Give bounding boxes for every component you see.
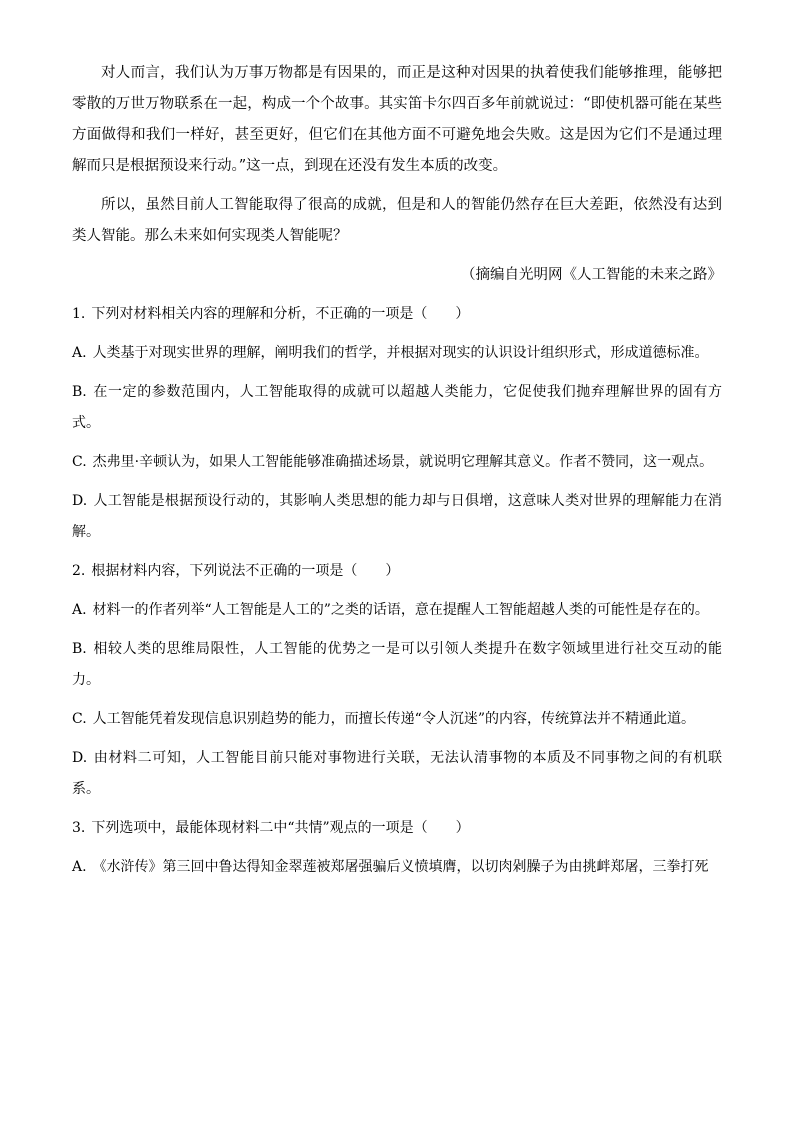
option-c xyxy=(72,704,722,735)
option-text: 杰弗里·辛顿认为，如果人工智能能够准确描述场景，就说明它理解其意义。作者不赞同，这一观点。 xyxy=(92,454,714,470)
option-a xyxy=(72,338,722,369)
option-d xyxy=(72,486,722,548)
option-letter: A. xyxy=(72,345,87,361)
option-b xyxy=(72,377,722,439)
question-stem xyxy=(72,556,722,587)
question-1 xyxy=(72,299,722,548)
question-number: 2. xyxy=(72,563,86,579)
question-text: 下列选项中，最能体现材料二中“共情”观点的一项是（ ） xyxy=(91,820,470,836)
option-a xyxy=(72,595,722,626)
option-letter: A. xyxy=(72,602,87,618)
question-number: 3. xyxy=(72,820,86,836)
passage xyxy=(72,58,722,291)
passage-source: （摘编自光明网《人工智能的未来之路》 xyxy=(461,267,722,283)
question-3 xyxy=(72,813,722,883)
option-letter: D. xyxy=(72,493,88,509)
option-a xyxy=(72,852,722,883)
option-letter: D. xyxy=(72,750,88,766)
question-number: 1. xyxy=(72,306,86,322)
option-letter: C. xyxy=(72,454,87,470)
question-text: 根据材料内容，下列说法不正确的一项是（ ） xyxy=(91,563,400,579)
option-c xyxy=(72,447,722,478)
option-text: 相较人类的思维局限性，人工智能的优势之一是可以引领人类提升在数字领域里进行社交互动的能力。 xyxy=(72,641,722,688)
option-letter: C. xyxy=(72,711,87,727)
option-letter: B. xyxy=(72,641,87,657)
document-page xyxy=(72,58,722,883)
option-text: 人工智能凭着发现信息识别趋势的能力，而擅长传递“令人沉迷”的内容，传统算法并不精通此道。 xyxy=(92,711,695,727)
option-text: 在一定的参数范围内，人工智能取得的成就可以超越人类能力，它促使我们抛弃理解世界的固有方式。 xyxy=(72,384,722,431)
option-b xyxy=(72,634,722,696)
option-letter: B. xyxy=(72,384,87,400)
passage-paragraph-2: 所以，虽然目前人工智能取得了很高的成就，但是和人的智能仍然存在巨大差距，依然没有达到类人智能。那么未来如何实现类人智能呢？ xyxy=(72,197,722,244)
passage-paragraph-1: 对人而言，我们认为万事万物都是有因果的，而正是这种对因果的执着使我们能够推理，能够把零散的万世万物联系在一起，构成一个个故事。其实笛卡尔四百多年前就说过：“即使机器可能在某些方面做得和我们一样好，甚至更好，但它们在其他方面不可避免地会失败。这是因为它们不是通过理解而只是根据预设来行动。”这一点，到现在还没有发生本质的改变。 xyxy=(72,65,722,174)
question-stem xyxy=(72,299,722,330)
question-stem xyxy=(72,813,722,844)
option-d xyxy=(72,743,722,805)
question-2 xyxy=(72,556,722,805)
option-letter: A. xyxy=(72,859,87,875)
option-text: 人工智能是根据预设行动的，其影响人类思想的能力却与日俱增，这意味人类对世界的理解能力在消解。 xyxy=(72,493,722,540)
option-text: 《水浒传》第三回中鲁达得知金翠莲被郑屠强骗后义愤填膺，以切肉剁臊子为由挑衅郑屠，三拳打死 xyxy=(92,859,709,875)
option-text: 由材料二可知，人工智能目前只能对事物进行关联，无法认清事物的本质及不同事物之间的有机联系。 xyxy=(72,750,722,797)
option-text: 材料一的作者列举“人工智能是人工的”之类的话语，意在提醒人工智能超越人类的可能性是存在的。 xyxy=(92,602,709,618)
option-text: 人类基于对现实世界的理解，阐明我们的哲学，并根据对现实的认识设计组织形式，形成道德标准。 xyxy=(92,345,709,361)
question-text: 下列对材料相关内容的理解和分析，不正确的一项是（ ） xyxy=(91,306,470,322)
